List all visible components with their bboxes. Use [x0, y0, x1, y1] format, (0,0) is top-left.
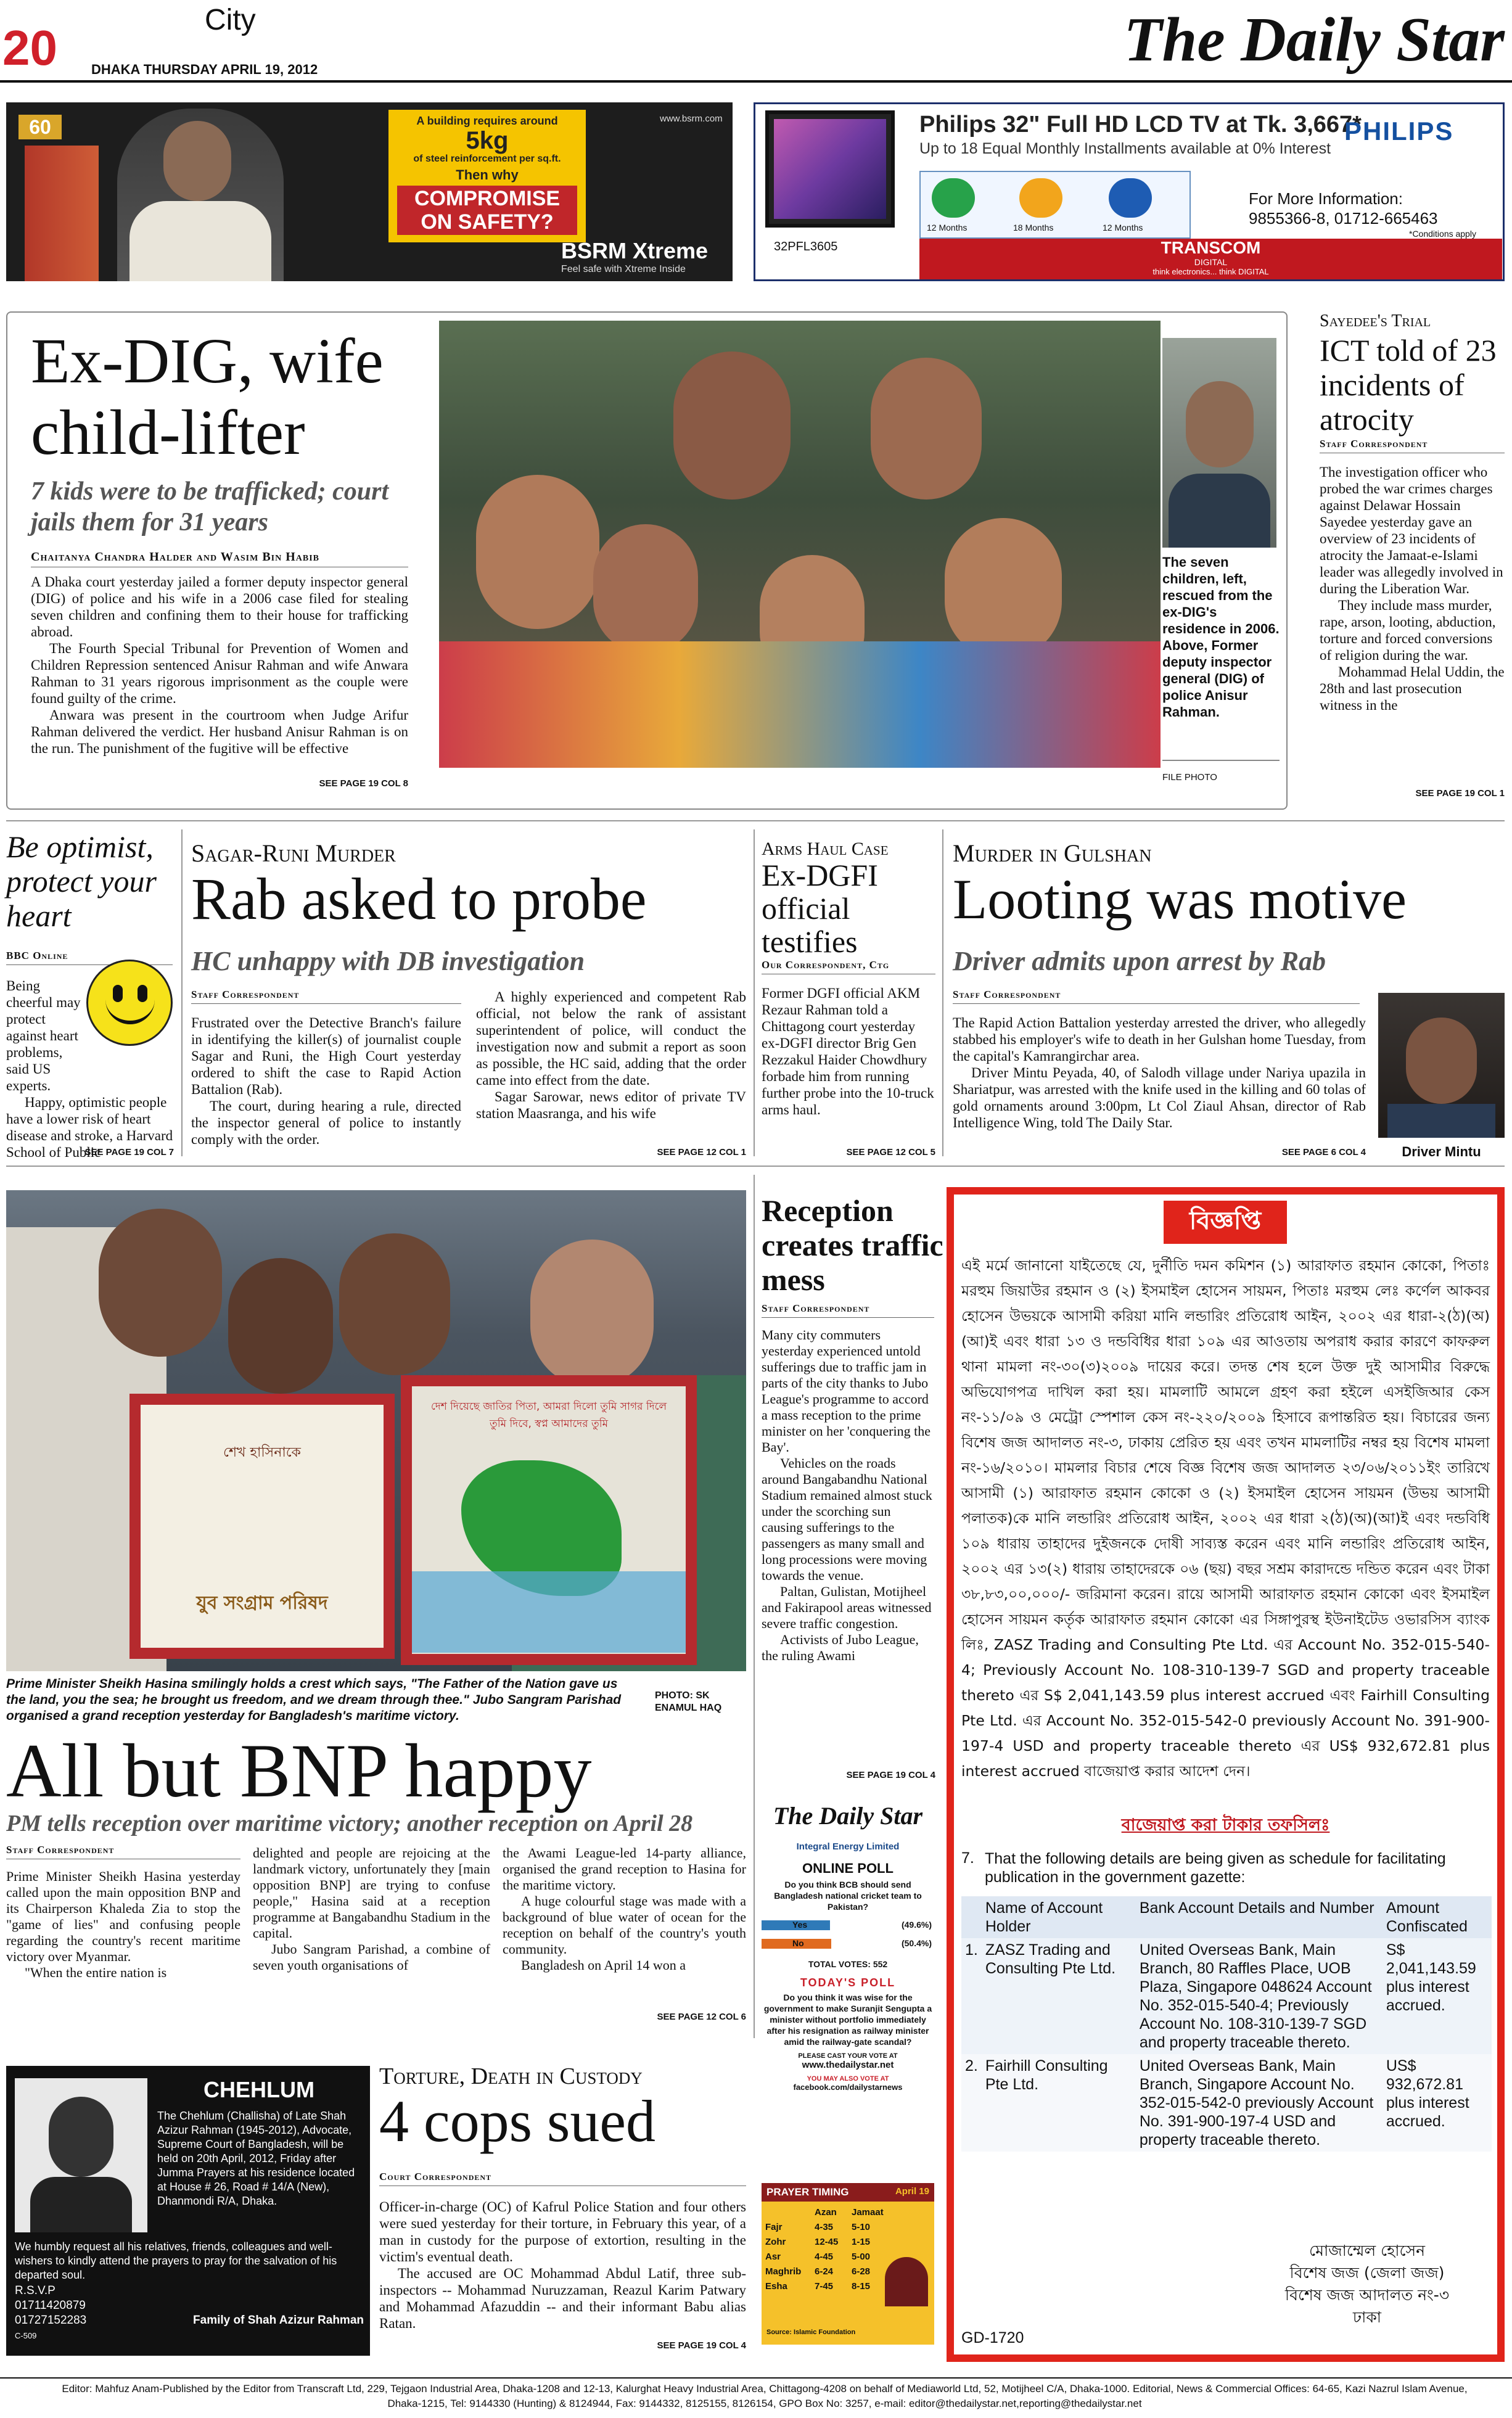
poll-question: Do you think BCB should send Bangladesh national cricket team to Pakistan? [774, 1880, 922, 1912]
notice-body: এই মর্মে জানানো যাইতেছে যে, দুর্নীতি দমন কমিশন (১) আরাফাত রহমান কোকো, পিতাঃ মরহুম জিয়াউর রহমান ও (২) ইসমাইল হোসেন সায়মন, পিতাঃ মরহুম লেঃ কর্ণেল আকবর হোসেন উভয়কে আসামী করিয়া মানি লন্ডারিং প্রতিরোধ আইন, ২০০২ এর ধারা-২(ঠ)(অ)(আ)ই এবং ধারা ১৩ ও দন্ডবিধির ধারা ১০৯ এর আওতায় অপরাধ করার কারণে কাফরুল থানা মামলা নং-৩০(৩)২০০৯ দায়ের করে। তদন্ত শেষ হলে উক্ত দুই আসামীর বিরুদ্ধে অভিযোগপত্র দাখিল করা হয়। মামলাটি আমলে গ্রহণ করা হইলে এসইজিআর কেস নং-১১/০৯ ও মেট্রো স্পেশাল কেস নং-২২০/২০০৯ হিসাবে রূপান্তরিত হয়। বিচারের জন্য বিশেষ জজ আদালত নং-৩, ঢাকায় প্রেরিত হয় এবং তখন মামলাটির নম্বর হয় বিশেষ মামলা নং-১৬/২০১০। মামলার বিচার শেষে বিজ্ঞ বিশেষ জজ আদালত ২৩/০৬/২০১১ইং তারিখে আসামী (১) আরাফাত রহমান কোকো ও (২) ইসমাইল হোসেন সায়মন (উভয় আসামী পলাতক)কে মানি লন্ডারিং প্রতিরোধ আইন, ২০০২ এর ধারা ২(ঠ)(অ)(আ)ই এবং দন্ডবিধি ১০৯ ধারায় তাহাদের দুইজনকে দোষী সাব্যস্ত করেন এবং মানি লন্ডারিং প্রতিরোধ আইন, ২০০২ এর ১৩(২) ধারায় তাহাদেরকে ০৬ (ছয়) বছর সশ্রম কারাদন্ডে দন্ডিত করেন এবং টাকা ৩৮,৮৩,০০,০০০/- জরিমানা করেন। রায়ে আসামী আরাফাত রহমান কোকো এবং ইসমাইল হোসেন সায়মন কর্তৃক আরাফাত রহমান কোকো এর সিঙ্গাপুরস্থ ইউনাইটেড ওভারসিস ব্যাংক লিঃ, ZASZ Trading and Consulting Pte Ltd. এর Account No. 352-015-540-4; Previously Account No. 108-310-139-7 SGD and property traceable thereto এর S$ 2,041,143.59 plus interest accrued এবং Fairhill Consulting Pte Ltd. এর Account No. 352-015-542-0 previously Account No. 391-900-197-4 USD and property traceable thereto এর US$ 932,672.81 plus interest accrued বাজেয়াপ্ত করার আদেশ দেন। [961, 1257, 1490, 1780]
col-divider [754, 1175, 755, 2038]
transcom-tag: think electronics... think DIGITAL [1152, 267, 1269, 276]
sayedee-headline: ICT told of 23 incidents of atrocity [1320, 333, 1497, 437]
cops-headline: 4 cops sued [379, 2088, 655, 2154]
poll-yes-value: (49.6%) [901, 1920, 932, 1930]
traffic-headline: Reception creates traffic mess [762, 1193, 943, 1297]
schedule-table [961, 1896, 1492, 2152]
traffic-paragraph: Paltan, Gulistan, Motijheel and Fakirapool areas witnessed severe traffic congestion. [762, 1584, 932, 1631]
signatory-place: ঢাকা [1352, 2308, 1382, 2326]
bnp-paragraph: Jubo Sangram Parishad, a combine of seven youth organisations of [253, 1941, 490, 1973]
signatory-title-1: বিশেষ জজ (জেলা জজ) [1289, 2264, 1445, 2282]
ex-dig-photo [1162, 338, 1276, 548]
crest-right-panel [401, 1375, 697, 1665]
signatory-title-2: বিশেষ জজ আদালত নং-৩ [1284, 2286, 1450, 2304]
crest-title: শেখ হাসিনাকে [223, 1445, 301, 1460]
bsrm-tagline: Feel safe with Xtreme Inside [561, 264, 686, 274]
rab-headline: Rab asked to probe [191, 866, 647, 932]
poll-no-value: (50.4%) [901, 1938, 932, 1948]
bsrm-brand: BSRM Xtreme [561, 238, 709, 263]
cops-paragraph: Officer-in-charge (OC) of Kafrul Police Station and four others were sued yesterday for their torture, in February this year, of a man in custody for the purpose of extortion, resulting in the victim's eventual death. [379, 2199, 746, 2264]
schedule-details: United Overseas Bank, Main Branch, 80 Raffles Place, UOB Plaza, Singapore 048624 Account No. 352-015-540-4; Previously Account No. 108-310-139-7 SGD and property traceable thereto. [1139, 1941, 1372, 2051]
poll-title: ONLINE POLL [802, 1861, 894, 1876]
bnp-col1 [6, 1869, 240, 1981]
bsrm-headline: COMPROMISE ON SAFETY? [397, 186, 577, 235]
poll-paper-logo: The Daily Star [773, 1802, 923, 1830]
gulshan-kicker: Murder in Gulshan [953, 839, 1152, 867]
prayer-jamaat: 1-15 [852, 2237, 871, 2247]
optimist-paragraph: Being cheerful may protect against heart problems, said US experts. [6, 978, 81, 1093]
prayer-azan: 4-45 [815, 2251, 834, 2262]
driver-caption: Driver Mintu [1402, 1144, 1481, 1159]
gulshan-headline: Looting was motive [953, 868, 1407, 931]
traffic-paragraph: Many city commuters yesterday experienced untold sufferings due to traffic jam in parts of the city thanks to Jubo League's programme to accord a mass reception to the prime minister on her 'conquering the Bay'. [762, 1327, 931, 1455]
chehlum-from: Family of Shah Azizur Rahman [193, 2314, 364, 2327]
prayer-name: Esha [765, 2281, 787, 2292]
schedule-intro: That the following details are being given as schedule for facilitating publication in the government gazette: [985, 1850, 1446, 1886]
optimist-byline: BBC Online [6, 950, 173, 965]
chehlum-phone-1: 01711420879 [15, 2299, 86, 2312]
philips-phone: 9855366-8, 01712-665463 [1249, 209, 1438, 228]
prayer-jamaat: 6-28 [852, 2266, 871, 2277]
footer-line-2: Dhaka-1215, Tel: 9144330 (Hunting) & 8124944, Fax: 9144332, 8125155, 8126154, GPO Box No: 3257, e-mail: editor@thedailystar.net,reporting@thedailystar.net [387, 2398, 1142, 2409]
mosque-icon [885, 2257, 928, 2306]
row-rule [6, 820, 1505, 821]
bnp-paragraph: Bangladesh on April 14 won a [521, 1957, 686, 1973]
poll-option-yes [762, 1918, 934, 1933]
poll-option-no [762, 1937, 934, 1952]
chehlum-rsvp: R.S.V.P [15, 2284, 55, 2297]
schedule-holder: Fairhill Consulting Pte Ltd. [985, 2057, 1108, 2093]
philips-conditions: *Conditions apply [1409, 229, 1476, 239]
plan-1: 12 Months [927, 223, 968, 232]
bsrm-building [25, 146, 99, 281]
bsrm-ad [6, 102, 733, 281]
philips-tv-image [765, 110, 895, 228]
sayedee-paragraph: The investigation officer who probed the war crimes charges against Delawar Hossain Sayedee yesterday gave an overview of 23 incidents of atrocity the Jamaat-e-Islami leader was allegedly involved in during the Liberation War. [1320, 464, 1503, 596]
dateline: DHAKA THURSDAY APRIL 19, 2012 [91, 62, 318, 77]
philips-info-label: For More Information: [1249, 189, 1403, 208]
optimist-body [6, 977, 174, 1161]
cops-jump: SEE PAGE 19 COL 4 [657, 2340, 746, 2351]
poll-fb-note: YOU MAY ALSO VOTE AT [807, 2075, 889, 2083]
cops-paragraph: The accused are OC Mohammad Abdul Latif, three sub-inspectors -- Mohammad Nuruzzaman, Reazul Karim Patwary and Mohammad Afazuddin -- and their informant Babu alias Ratan. [379, 2266, 746, 2331]
gulshan-jump: SEE PAGE 6 COL 4 [1281, 1147, 1366, 1158]
cops-body [379, 2198, 746, 2332]
transcom-sub: DIGITAL [1194, 257, 1228, 267]
prayer-jamaat: 5-10 [852, 2222, 871, 2232]
optimist-headline: Be optimist, protect your heart [6, 829, 157, 933]
dgfi-jump: SEE PAGE 12 COL 5 [846, 1147, 935, 1158]
plan-3: 12 Months [1103, 223, 1143, 232]
masthead-rule [0, 80, 1512, 83]
prayer-row [765, 2279, 884, 2294]
traffic-byline: Staff Correspondent [762, 1302, 934, 1318]
schedule-num: 2. [965, 2057, 978, 2075]
bnp-paragraph: delighted and people are rejoicing at the landmark victory, unfortunately they [main opposition BNP] are trying to confuse people," Hasina said at a reception programme at Bangabandhu Stadium in the capital. [253, 1845, 490, 1941]
bnp-paragraph: A huge colourful stage was made with a background of blue water of ocean for the reception on behalf of the country's youth community. [503, 1893, 746, 1957]
philips-ad [754, 102, 1505, 281]
bnp-headline: All but BNP happy [6, 1729, 592, 1813]
crest-footer: যুব সংগ্রাম পরিষদ [196, 1592, 328, 1614]
dgfi-kicker: Arms Haul Case [762, 839, 889, 859]
prayer-name: Fajr [765, 2222, 783, 2232]
lead-paragraph: Anwara was present in the courtroom when Judge Arifur Rahman delivered the verdict. Her husband Anisur Rahman is on the run. The punishment of the fugitive will be effective [31, 707, 408, 756]
schedule-details: United Overseas Bank, Main Branch, Singapore Account No. 352-015-542-0 previously Account No. 391-900-197-4 USD and property traceable thereto. [1139, 2057, 1374, 2149]
prayer-azan: 7-45 [815, 2281, 834, 2292]
rab-jump: SEE PAGE 12 COL 1 [657, 1147, 746, 1158]
gulshan-byline: Staff Correspondent [953, 989, 1360, 1004]
bnp-jump: SEE PAGE 12 COL 6 [657, 2012, 746, 2022]
gulshan-subhead: Driver admits upon arrest by Rab [953, 946, 1326, 976]
schedule-header: Bank Account Details and Number [1139, 1899, 1374, 1917]
bsrm-line2: of steel reinforcement per sq.ft. [413, 154, 561, 164]
rab-kicker: Sagar-Runi Murder [191, 839, 396, 867]
rab-col2 [476, 989, 746, 1122]
lead-photo-credit: FILE PHOTO [1162, 772, 1217, 783]
bnp-paragraph: Prime Minister Sheikh Hasina yesterday called upon the main opposition BNP and its Chairperson Khaleda Zia to stop the "game of lies" and confusing people regarding the country's recent maritime victory over Myanmar. [6, 1869, 240, 1964]
poll-no-label: No [792, 1938, 804, 1948]
traffic-body [762, 1327, 934, 1664]
prayer-name: Zohr [765, 2237, 786, 2247]
philips-model: 32PFL3605 [774, 240, 838, 253]
gulshan-paragraph: Driver Mintu Peyada, 40, of Salodh village under Nariya upazila in Shariatpur, was arrested with the knife used in the killing and 60 tolas of gold ornaments around 3:00pm, Lt Col Ziaul Ahsan, director of Rab Intelligence Wing, told The Daily Star. [953, 1065, 1366, 1130]
bnp-subhead: PM tells reception over maritime victory; another reception on April 28 [6, 1811, 693, 1836]
rab-paragraph: Sagar Sarowar, news editor of private TV station Maasranga, and his wife [476, 1089, 746, 1121]
sayedee-kicker: Sayedee's Trial [1320, 311, 1431, 331]
footer-rule [0, 2377, 1512, 2379]
section-name: City [205, 4, 256, 36]
schedule-row [961, 2054, 1492, 2152]
bnp-paragraph: "When the entire nation is [25, 1965, 167, 1980]
lead-headline: Ex-DIG, wife child-lifter [31, 326, 384, 468]
bsrm-message [388, 110, 586, 242]
traffic-paragraph: Vehicles on the roads around Bangabandhu National Stadium remained almost stuck under the scorching sun causing sufferings to the passengers as many small and long processions were moving towards the venue. [762, 1455, 932, 1583]
schedule-row [961, 1938, 1492, 2054]
prayer-header: Azan [815, 2207, 837, 2218]
bsrm-badge: 60 [18, 115, 62, 139]
cops-byline: Court Correspondent [379, 2171, 746, 2186]
online-poll [762, 1798, 934, 2180]
bnp-photo-caption: Prime Minister Sheikh Hasina smilingly holds a crest which says, "The Father of the Nation gave us the land, you the sea; he brought us freedom, and we dream through thee." Jubo Sangram Parishad organised a grand reception yesterday for Bangladesh's maritime victory. [6, 1677, 622, 1723]
optimist-paragraph: Happy, optimistic people have a lower risk of heart disease and stroke, a Harvard School of Public [6, 1095, 173, 1160]
page-number: 20 [2, 20, 57, 75]
bsrm-line1: A building requires around [416, 115, 558, 127]
bnp-paragraph: the Awami League-led 14-party alliance, organised the grand reception to Hasina for the maritime victory. [503, 1845, 746, 1893]
prayer-timing [762, 2183, 934, 2345]
dgfi-paragraph: Former DGFI official AKM Rezaur Rahman told a Chittagong court yesterday ex-DGFI director Brig Gen Rezzakul Haider Chowdhury forbade him from running further probe into the 10-truck arms haul. [762, 985, 934, 1117]
prayer-row [765, 2264, 884, 2279]
bnp-col2 [253, 1845, 490, 1973]
poll-vote-at: PLEASE CAST YOUR VOTE AT [798, 2052, 898, 2060]
row-rule [6, 1166, 1505, 1167]
schedule-header: Amount Confiscated [1386, 1899, 1468, 1935]
philips-plans [919, 171, 1191, 239]
bnp-col3 [503, 1845, 746, 1973]
chehlum-title: CHEHLUM [203, 2077, 314, 2102]
schedule-holder: ZASZ Trading and Consulting Pte Ltd. [985, 1941, 1116, 1977]
poll-yes-label: Yes [792, 1920, 808, 1930]
transcom-bar [919, 239, 1502, 279]
schedule-header-row [961, 1896, 1492, 1938]
chehlum-phone-2: 01727152283 [15, 2314, 87, 2327]
lead-caption: The seven children, left, rescued from the ex-DIG's residence in 2006. Above, Former deputy inspector general (DIG) of police Anisur Rahman. [1162, 554, 1280, 720]
paper-logo: The Daily Star [1124, 5, 1505, 75]
poll-sponsor: Integral Energy Limited [796, 1841, 900, 1852]
rab-paragraph: The court, during hearing a rule, directed the inspector general of police to instantly comply with the order. [191, 1098, 461, 1147]
dgfi-headline: Ex-DGFI official testifies [762, 858, 878, 959]
prayer-source: Source: Islamic Foundation [766, 2329, 856, 2336]
rab-paragraph: Frustrated over the Detective Branch's failure in identifying the killer(s) of journalist couple Sagar and Runi, the High Court yesterday ordered to shift the case to Rapid Action Battalion (Rab). [191, 1015, 461, 1097]
lead-subhead: 7 kids were to be trafficked; court jails them for 31 years [31, 477, 389, 537]
prayer-azan: 12-45 [815, 2237, 839, 2247]
masthead [0, 0, 1512, 93]
prayer-row [765, 2235, 884, 2250]
rab-col1 [191, 1014, 461, 1148]
schedule-table-wrap [961, 1896, 1492, 2152]
todays-poll-question: Do you think it was wise for the government to make Suranjit Sengupta a minister without portfolio immediately after his resignation as railway minister amid the railway-gate scandal? [763, 1992, 932, 2047]
schedule-header: Name of Account Holder [985, 1899, 1103, 1935]
poll-url[interactable]: www.thedailystar.net [802, 2060, 894, 2070]
lead-body [31, 574, 408, 757]
prayer-table [765, 2205, 884, 2294]
rab-subhead: HC unhappy with DB investigation [191, 946, 585, 976]
prayer-azan: 6-24 [815, 2266, 834, 2277]
prayer-name: Asr [765, 2251, 781, 2262]
plan-2: 18 Months [1013, 223, 1054, 232]
notice-title: বিজ্ঞপ্তি [1164, 1201, 1287, 1244]
chehlum-ad [6, 2066, 370, 2356]
sayedee-paragraph: Mohammad Helal Uddin, the 28th and last prosecution witness in the [1320, 664, 1505, 713]
col-divider [754, 829, 755, 1156]
signatory-block [1244, 2240, 1490, 2329]
bsrm-amount: 5kg [466, 127, 509, 154]
caption-rule [1162, 760, 1280, 761]
prayer-title: PRAYER TIMING [766, 2186, 849, 2198]
lead-paragraph: The Fourth Special Tribunal for Prevention of Women and Children Repression sentenced Anisur Rahman and wife Anwara Rahman to 31 years rigorous imprisonment as the couple were found guilty of the crime. [31, 641, 408, 706]
schedule-num: 1. [965, 1941, 978, 1959]
traffic-paragraph: Activists of Jubo League, the ruling Awami [762, 1632, 919, 1663]
gulshan-body [953, 1014, 1366, 1131]
sayedee-paragraph: They include mass murder, rape, arson, looting, abduction, torture and forced conversions of religion during the war. [1320, 598, 1496, 663]
sayedee-byline: Staff Correspondent [1320, 438, 1505, 453]
prayer-azan: 4-35 [815, 2222, 834, 2232]
sayedee-body [1320, 464, 1505, 713]
poll-fb-url[interactable]: facebook.com/dailystarnews [793, 2083, 903, 2092]
crest-quote: দেশ দিয়েছে জাতির পিতা, আমরা দিলো তুমি সাগর দিলে তুমি দিবে, স্বপ্ন আমাদের তুমি [430, 1400, 667, 1430]
lead-jump: SEE PAGE 19 COL 8 [319, 778, 408, 789]
col-divider [181, 829, 183, 1156]
bnp-byline: Staff Correspondent [6, 1844, 240, 1859]
prayer-row [765, 2250, 884, 2264]
optimist-jump: SEE PAGE 19 COL 7 [84, 1147, 174, 1158]
prayer-header [765, 2205, 815, 2220]
notice-code: GD-1720 [961, 2329, 1024, 2346]
prayer-date: April 19 [895, 2186, 929, 2197]
todays-poll-title: TODAY'S POLL [800, 1976, 896, 1989]
transcom-name: TRANSCOM [1161, 238, 1261, 257]
dgfi-byline: Our Correspondent, Ctg [762, 959, 935, 974]
footer-line-1: Editor: Mahfuz Anam-Published by the Editor from Transcraft Ltd, 229, Tejgaon Industrial Area, Dhaka-1208 and 12-13, Kalurghat Heavy Industrial Area, Chittagong-4208 on behalf of Mediaworld Ltd, 52, Motijheel C/A, Dhaka-1000. Editorial, News & Commercial Offices: 64-65, Kazi Nazrul Islam Avenue, [62, 2383, 1468, 2395]
bsrm-person-photo [117, 109, 284, 281]
prayer-header: Jamaat [852, 2207, 884, 2218]
philips-subline: Up to 18 Equal Monthly Installments available at 0% Interest [919, 140, 1331, 157]
chehlum-request: We humbly request all his relatives, friends, colleagues and well-wishers to kindly attend the prayers to pray for the salvation of his departed soul. [15, 2240, 337, 2281]
prayer-row [765, 2220, 884, 2235]
traffic-jump: SEE PAGE 19 COL 4 [846, 1770, 935, 1780]
driver-mintu-photo [1378, 993, 1505, 1138]
dgfi-body [762, 985, 935, 1118]
chehlum-portrait [15, 2078, 147, 2232]
gulshan-paragraph: The Rapid Action Battalion yesterday arrested the driver, who allegedly stabbed his employer's wife to death in her Gulshan home Tuesday, from the capital's Kamrangirchar area. [953, 1015, 1366, 1064]
schedule-title: বাজেয়াপ্ত করা টাকার তফসিলঃ [1121, 1816, 1330, 1835]
poll-total: TOTAL VOTES: 552 [808, 1959, 888, 1969]
prayer-name: Maghrib [765, 2266, 802, 2277]
bnp-photo-credit: PHOTO: SK ENAMUL HAQ [655, 1690, 722, 1713]
crest-left-panel [129, 1394, 395, 1659]
rab-paragraph: A highly experienced and competent Rab official, not below the rank of assistant superintendent of police, will conduct the investigation now and submit a report as soon as possible, the HC said, adding that the order came into effect from the date. [476, 989, 746, 1088]
chehlum-code: C-509 [15, 2331, 37, 2340]
court-notice [947, 1187, 1505, 2362]
rab-byline: Staff Correspondent [191, 989, 461, 1004]
lead-paragraph: A Dhaka court yesterday jailed a former deputy inspector general (DIG) of police and his wife in a 2006 case filed for stealing seven children and confining them to their house for trafficking abroad. [31, 574, 408, 639]
prayer-jamaat: 5-00 [852, 2251, 871, 2262]
bsrm-website: www.bsrm.com [660, 113, 723, 124]
cops-kicker: Torture, Death in Custody [379, 2063, 643, 2089]
philips-headline: Philips 32" Full HD LCD TV at Tk. 3,667* [919, 112, 1362, 138]
schedule-amount: S$ 2,041,143.59 plus interest accrued. [1386, 1941, 1476, 2014]
prayer-jamaat: 8-15 [852, 2281, 871, 2292]
schedule-intro-num: 7. [961, 1849, 974, 1867]
chehlum-text: The Chehlum (Challisha) of Late Shah Azizur Rahman (1945-2012), Advocate, Supreme Court of Bangladesh, will be held on 20th April, 2012, Friday after Jumma Prayers at his residence located at House # 26, Road # 14/A (New), Dhanmondi R/A, Dhaka. [157, 2110, 355, 2207]
lead-children-photo [439, 321, 1161, 768]
hasina-crest-photo [6, 1190, 746, 1671]
sayedee-jump: SEE PAGE 19 COL 1 [1415, 788, 1505, 799]
schedule-amount: US$ 932,672.81 plus interest accrued. [1386, 2057, 1469, 2130]
col-divider [942, 829, 943, 1156]
signatory-name: মোজাম্মেল হোসেন [1309, 2242, 1426, 2260]
philips-brand: PHILIPS [1344, 117, 1454, 146]
lead-byline: Chaitanya Chandra Halder and Wasim Bin Habib [31, 550, 408, 567]
bsrm-line3: Then why [456, 167, 519, 183]
